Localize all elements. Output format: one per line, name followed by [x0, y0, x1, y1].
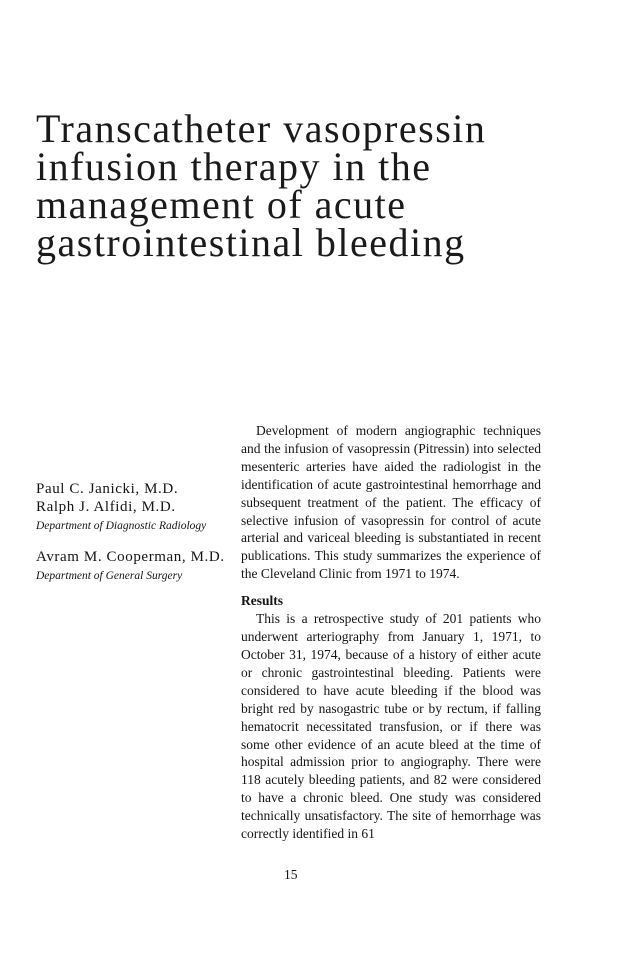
author-block [36, 480, 236, 584]
author-name: Ralph J. Alfidi, M.D. [36, 499, 176, 515]
title-line: Transcatheter vasopressin [36, 106, 487, 151]
author-group-surgery [36, 548, 236, 584]
page-number: 15 [284, 867, 298, 882]
title-line: infusion therapy in the [36, 144, 432, 189]
article-title [36, 106, 596, 265]
body-text-column [241, 422, 541, 843]
results-paragraph: This is a retrospective study of 201 patients who underwent arteriography from January 1, 1971, to October 31, 1974, because of a history of either acute or chronic gastrointestinal bleeding. Patients were considered to have acute bleeding if the blood was bright red by nasogastric tube or by rectum, if falling hematocrit necessitated transfusion, or if there was some other evidence of an acute bleed at the time of hospital admission prior to angiography. There were 118 acutely bleeding patients, and 82 were considered to have a chronic bleed. One study was considered technically unsatisfactory. The site of hemorrhage was correctly identified in 61 [241, 611, 541, 842]
author-department: Department of General Surgery [36, 570, 183, 582]
title-line: management of acute [36, 182, 407, 227]
intro-paragraph: Development of modern angiographic techniques and the infusion of vasopressin (Pitressin) into selected mesenteric arteries have aided the radiologist in the identification of acute gastrointestinal hemorrhage and subsequent treatment of the patient. The efficacy of selective infusion of vasopressin for control of acute arterial and variceal bleeding is substantiated in recent publications. This study summarizes the experience of the Cleveland Clinic from 1971 to 1974. [241, 423, 541, 582]
title-line: gastrointestinal bleeding [36, 220, 466, 265]
results-heading: Results [241, 593, 284, 609]
author-name: Paul C. Janicki, M.D. [36, 481, 179, 497]
author-department: Department of Diagnostic Radiology [36, 520, 207, 532]
author-name: Avram M. Cooperman, M.D. [36, 549, 225, 565]
author-group-radiology [36, 480, 236, 534]
